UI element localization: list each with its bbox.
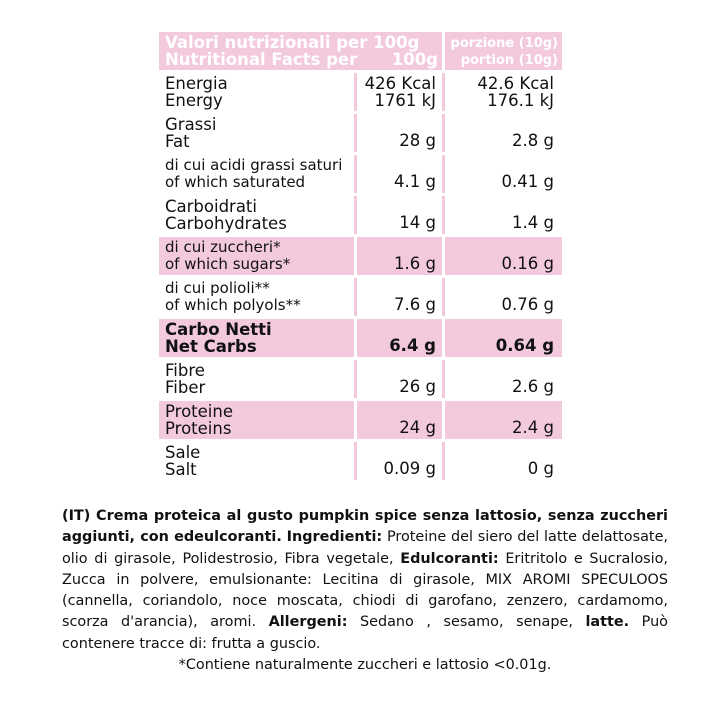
nutrient-label [159,360,354,398]
allergeni-text: Sedano , sesamo, senape, [359,614,573,631]
value-per-100g [357,360,442,398]
nutrient-label-en: Salt [165,460,197,479]
nutrient-label-it: Fibre [165,361,205,380]
value-text: 0.09 g [383,459,436,478]
value-text: 2.4 g [512,418,554,437]
header-portion [445,32,562,70]
value-text: 1.6 g [394,254,436,273]
table-row [159,237,562,275]
description-title: (IT) Crema proteica al gusto pumpkin spice senza lattosio, senza zuccheri aggiunti, con edeulcoranti. [62,508,668,546]
footnote: *Contiene naturalmente zuccheri e lattosio <0.01g. [178,657,552,674]
value-text: 0.16 g [501,254,554,273]
value-text: 2.8 g [512,131,554,150]
value-line: 426 Kcal [364,74,436,93]
value-text: 26 g [399,377,436,396]
value-text: 0.64 g [495,336,554,355]
nutrient-label-it: Energia [165,74,228,93]
table-row [159,278,562,316]
value-text: 0 g [527,459,554,478]
value-per-portion [445,442,562,480]
nutrient-label-it: Sale [165,443,201,462]
table-header [159,32,562,70]
nutrient-label-en: Energy [165,91,223,110]
value-per-portion [445,73,562,111]
ingredients-text-2: Eritritolo e Sucralosio, Zucca in polvere, emulsionante: Lecitina di girasole, MIX AROMI SPECULOOS (cannella, coriandolo, noce moscata, chiodi di garofano, zenzero, cardamomo, scorza d'arancia), aromi. [62,550,668,631]
value-text: 0.41 g [501,172,554,191]
value-line: 176.1 kJ [487,91,554,110]
value-text: 7.6 g [394,295,436,314]
value-text: 14 g [399,213,436,232]
value-per-portion [445,237,562,275]
value-text: 1.4 g [512,213,554,232]
nutrient-label-en: Proteins [165,419,232,438]
nutrient-label-it: Carboidrati [165,197,257,216]
header-en-unit: 100g [391,50,438,69]
value-per-portion [445,278,562,316]
edulcoranti-label: Edulcoranti: [400,550,499,567]
value-text: 2.6 g [512,377,554,396]
nutrient-label [159,319,354,357]
value-text: 0.76 g [501,295,554,314]
product-description [62,506,668,676]
value-per-100g [357,155,442,193]
table-row [159,401,562,439]
allergeni-bold: latte. [585,614,630,631]
header-portion-it: porzione (10g) [450,36,558,51]
value-per-100g [357,401,442,439]
nutrient-label [159,73,354,111]
value-per-portion [445,155,562,193]
ingredients-label: Ingredienti: [286,529,383,546]
nutrient-label-it: di cui acidi grassi saturi [165,156,343,174]
nutrition-table [159,32,562,483]
value-per-portion [445,114,562,152]
nutrient-label [159,114,354,152]
ingredients-text-1: Proteine del siero del latte delattosate, olio di girasole, Polidestrosio, Fibra vegetale, [62,529,668,567]
table-row [159,196,562,234]
nutrient-label-en: Fiber [165,378,206,397]
nutrient-label [159,155,354,193]
table-row [159,442,562,480]
nutrient-label-it: Carbo Netti [165,320,272,339]
allergeni-traces: Può contenere tracce di: frutta a guscio. [62,614,668,652]
value-per-100g [357,196,442,234]
nutrient-label [159,401,354,439]
value-per-100g [357,73,442,111]
allergeni-label: Allergeni: [268,614,348,631]
header-portion-en: portion (10g) [460,53,558,68]
nutrient-label-it: Grassi [165,115,217,134]
header-per-100g [159,32,442,70]
nutrient-label-en: Carbohydrates [165,214,287,233]
value-per-100g [357,278,442,316]
value-text: 24 g [399,418,436,437]
nutrient-label-en: Net Carbs [165,337,257,356]
value-text: 6.4 g [389,336,436,355]
header-it: Valori nutrizionali per 100g [165,33,420,52]
nutrient-label-en: Fat [165,132,190,151]
value-per-portion [445,196,562,234]
nutrient-label-it: Proteine [165,402,233,421]
value-per-portion [445,401,562,439]
nutrient-label-it: di cui zuccheri* [165,238,281,256]
header-en: Nutritional Facts per [165,50,358,69]
table-row [159,114,562,152]
nutrient-label [159,237,354,275]
value-per-portion [445,360,562,398]
value-per-portion [445,319,562,357]
nutrient-label-it: di cui polioli** [165,279,270,297]
value-line: 1761 kJ [374,91,436,110]
value-line: 42.6 Kcal [477,74,554,93]
value-per-100g [357,319,442,357]
nutrient-label-en: of which polyols** [165,296,301,314]
nutrient-label [159,196,354,234]
table-row [159,319,562,357]
nutrient-label-en: of which sugars* [165,255,291,273]
value-per-100g [357,237,442,275]
nutrient-label [159,442,354,480]
value-per-100g [357,114,442,152]
table-row [159,155,562,193]
value-per-100g [357,442,442,480]
table-row [159,73,562,111]
nutrient-label-en: of which saturated [165,173,306,191]
nutrient-label [159,278,354,316]
value-text: 28 g [399,131,436,150]
table-row [159,360,562,398]
value-text: 4.1 g [394,172,436,191]
